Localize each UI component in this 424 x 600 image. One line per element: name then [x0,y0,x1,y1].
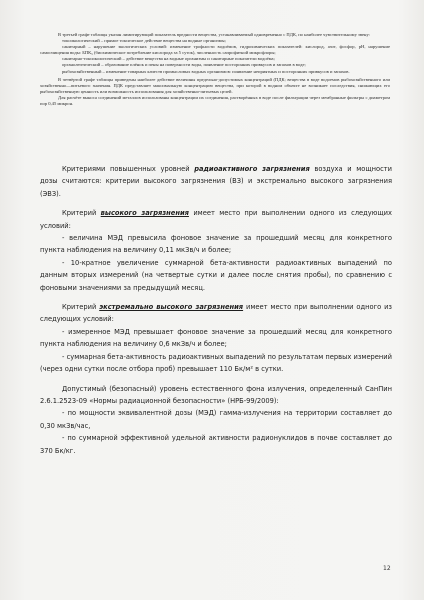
norm-condition-1: - по мощности эквивалентной дозы (МЭД) гамма-излучения на территории составляет до 0,30 мкЗв/час, [40,409,392,430]
extreme-criterion-paragraph: Критерий экстремально высокого загрязнения имеет место при выполнении одного из следующих условий: [40,303,392,324]
notes-item: рыбохозяйственный – изменение товарных качеств промысловых водных организмов: появление неприятных и посторонних привкусов и запахов. [62,68,350,74]
extreme-condition-1: - измеренное МЭД превышает фоновое значение за прошедший месяц для конкретного пункта наблюдения на величину 0,6 мкЗв/ч и более; [40,327,392,349]
norm-paragraph: Допустимый (безопасный) уровень естественного фона излучения, определенный СанПин 2.6.1.2523-09 «Нормы радиационной безопасности» (НРБ-99/2009): [40,384,392,405]
intro-paragraph: Критериями повышенных уровней радиоактивного загрязнения воздуха и мощности дозы считаются: критерии высокого загрязнения (ВЗ) и экстремально высокого загрязнения (ЭВЗ). [40,165,393,198]
notes-item: санитарно-токсикологический – действие вещества на водные организмы и санитарные показатели водоёма; [62,56,275,62]
emphasis-high-pollution: высокого загрязнения [100,209,189,218]
page-number: 12 [383,565,391,572]
high-condition-1: - величина МЭД превысила фоновое значение за прошедший месяц для конкретного пункта наблюдения на величину 0,11 мкЗв/ч и более; [40,234,392,255]
high-condition-2: - 10-кратное увеличение суммарной бета-активности радиоактивных выпадений по данным вторых измерений (на четвертые сутки и далее после снятия пробы), по сравнению с фоновыми значениями за предыдущий месяц. [40,258,392,292]
radiation-criteria-text [40,163,392,457]
notes-item: органолептический – образование плёнок и пены на поверхности воды, появление посторонних привкусов и запахов в воде; [62,62,306,68]
notes-item: санитарный – нарушение экологических условий: изменение трофности водоёмов, гидрохимических показателей: кислород, азот, фосфор, pH, нарушение самоочищения воды: БПК₅ (биохимическое потребление кислорода за 5 суток), численность сапрофитной микрофлоры; [40,44,390,56]
emphasis-extreme-pollution: экстремально высокого загрязнения [99,303,244,312]
notes-paragraph-3: Для расчёте выноса соединений металлов использованы концентрации их соединения, растворённых в воде после фильтрации через мембранные фильтры с диаметром пор 0,45 микрон. [40,94,390,107]
extreme-condition-2: - суммарная бета-активность радиоактивных выпадений по результатам первых измерений (через одни сутки после отбора проб) превышает 110 Бк/м² в сутки. [40,352,392,374]
table-notes [40,32,390,107]
notes-paragraph-1: В третьей графе таблицы указан лимитирующий показатель вредности вещества, устанавливаемый одновременно с ПДК, по наиболее чувствительному звену: [58,32,371,37]
notes-item: токсикологический – прямое токсическое действие вещества на водные организмы; [62,38,226,44]
high-criterion-paragraph: Критерий высокого загрязнения имеет место при выполнении одного из следующих условий: [40,209,392,230]
emphasis-radioactive: радиоактивного загрязнения [194,165,310,173]
notes-paragraph-2: В четвёртой графе таблицы приведены наиболее действие величины предельно-допустимых концентраций (ПДК; вещества в воде водоемов рыбохозяйственного или хозяйственно—питьевого значения. ПДК представляет максимальную концентрацию вещества, при которой в водном объекте не возникает последствия, снижающих его рыбохозяйственную ценность или возможность использования для хозяйственно-питьевых целей. [40,76,390,94]
norm-condition-2: - по суммарной эффективной удельной активности радионуклидов в почве составляет до 370 Бк/кг. [40,434,392,455]
